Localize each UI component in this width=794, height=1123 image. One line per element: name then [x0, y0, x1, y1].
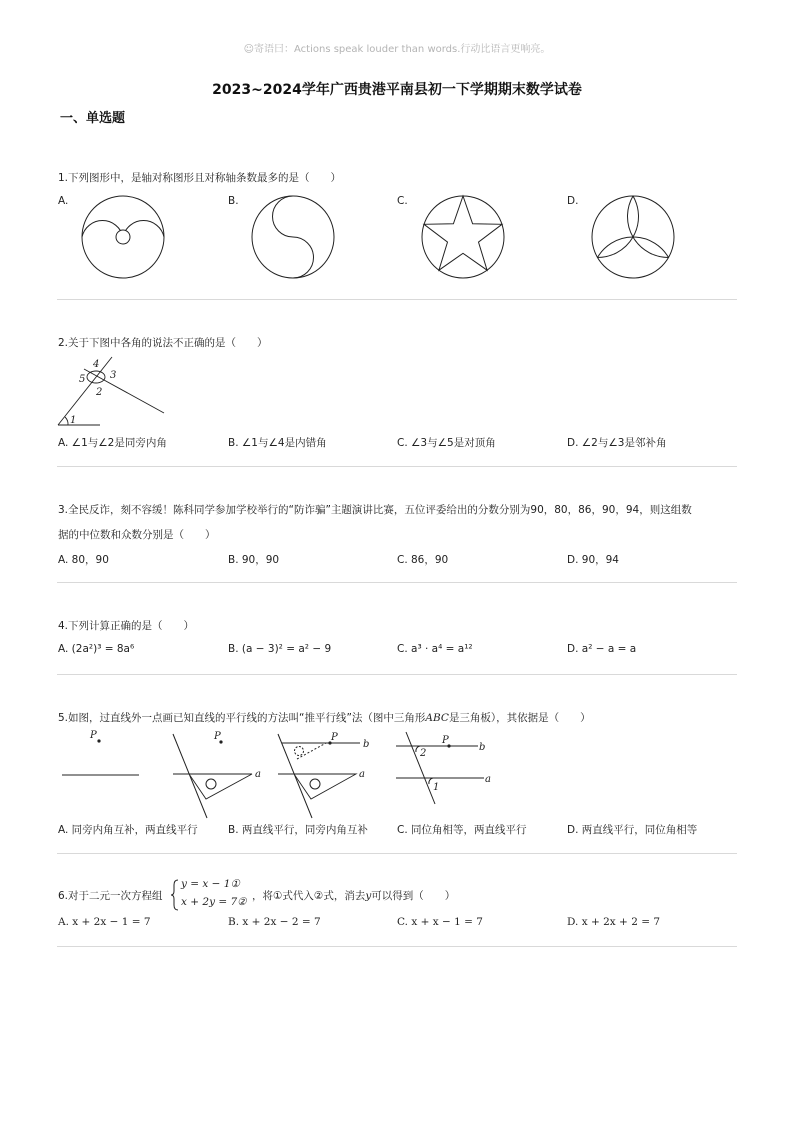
q5-option-b: B. 两直线平行，同旁内角互补 — [228, 824, 368, 836]
q2-option-b: B. ∠1与∠4是内错角 — [228, 437, 327, 449]
line-b-label: b — [479, 742, 486, 753]
angle-label-4: 4 — [93, 359, 100, 370]
line-b-label: b — [363, 739, 370, 750]
angle-label-2: 2 — [420, 748, 427, 759]
q4-option-c: C. a³ · a⁴ = a¹² — [397, 643, 473, 655]
q3-option-b: B. 90，90 — [228, 554, 280, 566]
angle-label-3: 3 — [110, 370, 117, 381]
q6-equation-1: y = x − 1① — [181, 878, 240, 890]
divider — [57, 674, 737, 675]
q5-parallel-figures — [56, 728, 506, 820]
point-p-label: P — [214, 731, 221, 742]
angle-label-2: 2 — [96, 387, 103, 398]
point-p-label: P — [90, 730, 97, 741]
q1-figure-a — [80, 193, 170, 283]
q5-option-d: D. 两直线平行，同位角相等 — [567, 824, 698, 836]
q3-stem-line2: 据的中位数和众数分别是（ ） — [58, 529, 216, 541]
angle-label-1: 1 — [70, 415, 77, 426]
q1-option-a-label: A. — [58, 195, 69, 207]
q1-figure-b — [250, 193, 340, 283]
divider — [57, 946, 737, 947]
q2-stem: 2.关于下图中各角的说法不正确的是（ ） — [58, 337, 268, 349]
q6-stem-variable: y — [365, 890, 372, 902]
q2-angle-figure — [56, 355, 168, 427]
q6-stem-part1: 6.对于二元一次方程组 — [58, 890, 163, 902]
q4-option-d: D. a² − a = a — [567, 643, 637, 655]
q4-option-b: B. (a − 3)² = a² − 9 — [228, 643, 332, 655]
q3-stem-line1: 3.全民反诈，刻不容缓！陈科同学参加学校举行的“防诈骗”主题演讲比赛，五位评委给出的分数分别为90，80，86，90，94，则这组数 — [58, 504, 692, 516]
q5-stem-triangle-name: ABC — [425, 712, 449, 724]
q6-option-a: A. x + 2x − 1 = 7 — [58, 916, 151, 928]
q1-option-c-label: C. — [397, 195, 408, 207]
q1-stem: 1.下列图形中，是轴对称图形且对称轴条数最多的是（ ） — [58, 172, 342, 184]
q2-option-c: C. ∠3与∠5是对顶角 — [397, 437, 496, 449]
divider — [57, 466, 737, 467]
q6-equation-2: x + 2y = 7② — [181, 896, 247, 908]
motto-header: ☺寄语曰：Actions speak louder than words.行动比语言更响亮。 — [243, 44, 551, 55]
q6-stem-part3: 可以得到（ ） — [371, 890, 456, 902]
q6-option-d: D. x + 2x + 2 = 7 — [567, 916, 661, 928]
line-a-label: a — [485, 774, 491, 785]
q1-figure-c — [420, 193, 510, 283]
q3-option-a: A. 80，90 — [58, 554, 109, 566]
q3-option-c: C. 86，90 — [397, 554, 449, 566]
angle-label-5: 5 — [79, 374, 86, 385]
divider — [57, 853, 737, 854]
q5-figure-step2 — [173, 734, 252, 818]
q3-option-d: D. 90，94 — [567, 554, 619, 566]
line-a-label: a — [359, 769, 365, 780]
q6-option-b: B. x + 2x − 2 = 7 — [228, 916, 321, 928]
q5-stem-part1: 5.如图，过直线外一点画已知直线的平行线的方法叫“推平行线”法（图中三角形 — [58, 712, 426, 724]
q2-option-d: D. ∠2与∠3是邻补角 — [567, 437, 667, 449]
q1-option-d-label: D. — [567, 195, 579, 207]
q2-option-a: A. ∠1与∠2是同旁内角 — [58, 437, 167, 449]
point-p-label: P — [442, 735, 449, 746]
system-brace — [170, 879, 180, 911]
q5-option-c: C. 同位角相等，两直线平行 — [397, 824, 527, 836]
page-title: 2023~2024学年广西贵港平南县初一下学期期末数学试卷 — [212, 82, 582, 98]
q5-option-a: A. 同旁内角互补，两直线平行 — [58, 824, 198, 836]
q6-stem-part2: ，将①式代入②式，消去 — [252, 890, 366, 902]
q1-option-b-label: B. — [228, 195, 239, 207]
q5-figure-step4 — [396, 732, 484, 804]
line-a-label: a — [255, 769, 261, 780]
q6-option-c: C. x + x − 1 = 7 — [397, 916, 483, 928]
divider — [57, 299, 737, 300]
angle-label-1: 1 — [433, 782, 440, 793]
point-p-label: P — [331, 732, 338, 743]
q5-stem-part2: 是三角板），其依据是（ ） — [448, 712, 591, 724]
q6-stem-rest — [252, 888, 455, 903]
q5-stem — [58, 710, 591, 725]
section-heading: 一、单选题 — [60, 111, 126, 126]
q4-option-a: A. (2a²)³ = 8a⁶ — [58, 643, 135, 655]
q4-stem: 4.下列计算正确的是（ ） — [58, 620, 195, 632]
q1-figure-d — [590, 193, 680, 283]
q5-figure-step3 — [278, 734, 360, 818]
divider — [57, 582, 737, 583]
q5-figure-step1 — [62, 739, 139, 775]
